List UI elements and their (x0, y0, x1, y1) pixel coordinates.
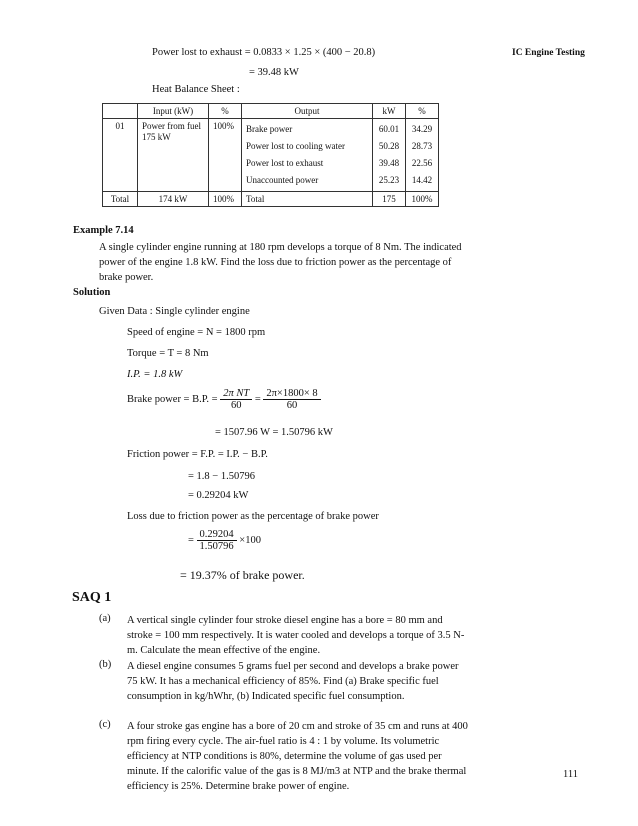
bp-numerator-1: 2π NT (220, 388, 252, 400)
loss-line: Loss due to friction power as the percentage of brake power (127, 511, 379, 522)
table-header-cell: % (406, 104, 439, 119)
heat-balance-title: Heat Balance Sheet : (152, 84, 240, 95)
equals-sign: = (254, 394, 261, 405)
saq-heading: SAQ 1 (72, 590, 112, 605)
table-row (103, 119, 439, 192)
table-header-cell: Output (242, 104, 373, 119)
friction-power-step2: = 0.29204 kW (188, 490, 249, 501)
output-name: Power lost to exhaust (246, 158, 324, 168)
total-input-pct: 100% (209, 192, 242, 207)
loss-denominator: 1.50796 (199, 541, 234, 552)
bp-fraction-2 (263, 388, 320, 411)
exhaust-power-equation: Power lost to exhaust = 0.0833 × 1.25 × (400 − 20.8) (152, 47, 376, 58)
loss-fraction (197, 529, 237, 552)
bp-denominator-2: 60 (286, 400, 298, 411)
friction-power-step1: = 1.8 − 1.50796 (188, 471, 255, 482)
total-kw: 175 (373, 192, 406, 207)
output-kw-value: 39.48 (378, 158, 400, 168)
running-header: IC Engine Testing (512, 48, 585, 58)
output-kw-value: 60.01 (378, 124, 400, 134)
saq-item-label: (b) (99, 659, 112, 670)
output-name: Brake power (246, 124, 293, 134)
solution-heading: Solution (73, 287, 111, 298)
input-label: Power from fuel 175 kW (138, 119, 209, 192)
table-header-cell: kW (373, 104, 406, 119)
loss-numerator: 0.29204 (197, 529, 237, 541)
table-header-cell: % (209, 104, 242, 119)
loss-equation (188, 529, 261, 552)
saq-item-text: A diesel engine consumes 5 grams fuel per second and develops a brake power 75 kW. It has a mechanical efficiency of 85%. Find (a) Brake specific fuel consumption in kg/hWhr, (b) Indicated specific fuel consumption. (127, 661, 459, 702)
output-name: Power lost to cooling water (246, 141, 345, 151)
brake-power-equation (127, 388, 321, 411)
output-pct-value: 14.42 (411, 175, 433, 185)
saq-item-label: (a) (99, 613, 111, 624)
total-label: Total (103, 192, 138, 207)
exhaust-power-result: = 39.48 kW (249, 67, 299, 78)
saq-item-text: A four stroke gas engine has a bore of 20 cm and stroke of 35 cm and runs at 400 rpm firing every cycle. The air-fuel ratio is 4 : 1 by volume. Its volumetric efficiency at NTP conditions is 80%, determine the volume of gas used per minute. If the calorific value of the gas is 8 MJ/m3 at NTP and the brake thermal efficiency is 25%. Determine brake power of engine. (127, 721, 468, 792)
bp-fraction-1 (220, 388, 252, 411)
bp-denominator-1: 60 (230, 400, 242, 411)
speed-line: Speed of engine = N = 1800 rpm (127, 327, 266, 338)
brake-power-result: = 1507.96 W = 1.50796 kW (215, 427, 333, 438)
friction-power-line: Friction power = F.P. = I.P. − B.P. (127, 449, 268, 460)
final-result: = 19.37% of brake power. (180, 568, 305, 582)
table-header-cell: Input (kW) (138, 104, 209, 119)
table-total-row (103, 192, 439, 207)
bp-numerator-2: 2π×1800× 8 (263, 388, 320, 400)
output-kw-value: 25.23 (378, 175, 400, 185)
input-percent: 100% (209, 119, 242, 192)
total-pct: 100% (406, 192, 439, 207)
output-pct-value: 22.56 (411, 158, 433, 168)
example-heading: Example 7.14 (73, 225, 134, 236)
loss-multiplier: ×100 (239, 535, 261, 546)
equals-sign: = (188, 535, 194, 546)
total-output: Total (242, 192, 373, 207)
output-pct-value: 28.73 (411, 141, 433, 151)
ip-line: I.P. = 1.8 kW (127, 369, 183, 380)
torque-line: Torque = T = 8 Nm (127, 348, 209, 359)
example-text: A single cylinder engine running at 180 rpm develops a torque of 8 Nm. The indicated power of the engine 1.8 kW. Find the loss due to friction power as the percentage of brake power. (99, 242, 462, 283)
heat-balance-table (102, 103, 439, 207)
saq-item-text: A vertical single cylinder four stroke diesel engine has a bore = 80 mm and stroke = 100 mm respectively. It is water cooled and develops a torque of 3.5 N-m. Calculate the mean effective of the engine. (127, 615, 465, 656)
table-header-cell (103, 104, 138, 119)
row-number: 01 (103, 119, 138, 192)
output-name: Unaccounted power (246, 175, 319, 185)
output-kw-value: 50.28 (378, 141, 400, 151)
page-number: 111 (563, 769, 578, 780)
table-header-row (103, 104, 439, 119)
output-names (242, 119, 373, 192)
given-data: Given Data : Single cylinder engine (99, 306, 250, 317)
saq-item-label: (c) (99, 719, 111, 730)
total-input: 174 kW (138, 192, 209, 207)
output-kw (373, 119, 406, 192)
output-pct-value: 34.29 (411, 124, 433, 134)
bp-label: Brake power = B.P. = (127, 394, 218, 405)
output-pct (406, 119, 439, 192)
